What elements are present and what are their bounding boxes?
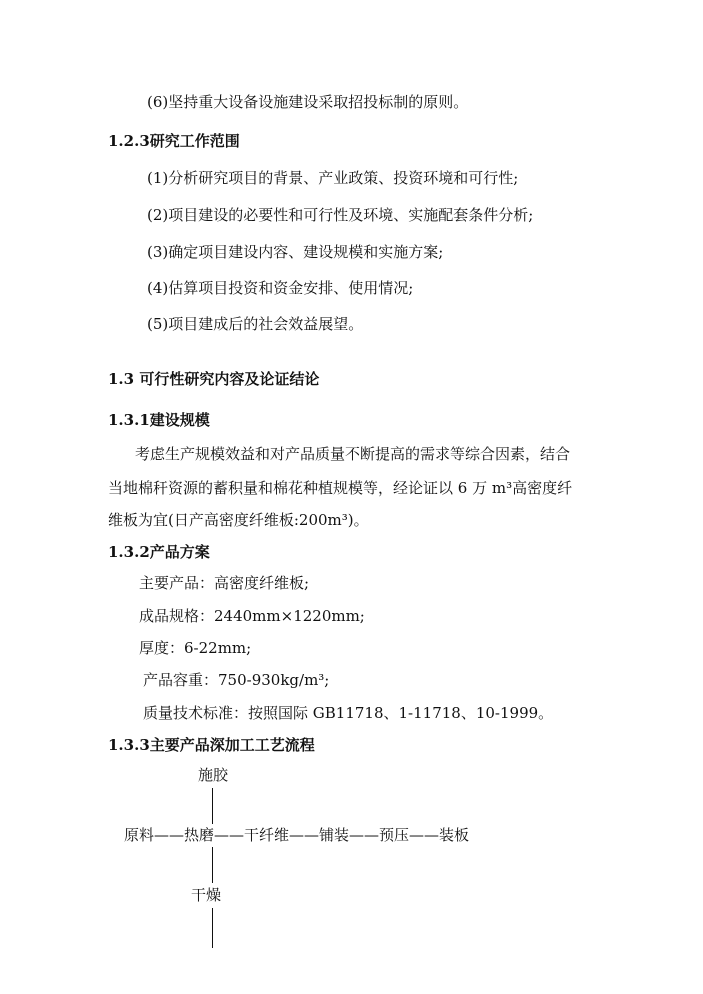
principle-item-6: (6)坚持重大设备设施建设采取招投标制的原则。: [147, 93, 469, 111]
scope-item-3: (3)确定项目建设内容、建设规模和实施方案;: [147, 243, 444, 261]
section-heading-1-3-2: 1.3.2产品方案: [108, 543, 210, 561]
paragraph-line-2: 当地棉秆资源的蓄积量和棉花种植规模等，经论证以 6 万 m³高密度纤: [108, 479, 573, 497]
scope-item-4: (4)估算项目投资和资金安排、使用情况;: [147, 279, 414, 297]
section-heading-1-3-3: 1.3.3主要产品深加工工艺流程: [108, 736, 315, 754]
flow-step-drying: 干燥: [191, 886, 222, 904]
flow-connector-bottom: [212, 908, 213, 948]
flow-main-line: 原料——热磨——干纤维——铺装——预压——装板: [124, 826, 470, 844]
paragraph-line-1: 考虑生产规模效益和对产品质量不断提高的需求等综合因素，结合: [135, 445, 571, 463]
product-standard: 质量技术标准：按照国际 GB11718、1-11718、10-1999。: [143, 704, 554, 722]
flow-step-gluing: 施胶: [198, 766, 229, 784]
paragraph-line-3: 维板为宜(日产高密度纤维板:200m³)。: [108, 511, 369, 529]
scope-item-5: (5)项目建成后的社会效益展望。: [147, 315, 364, 333]
product-density: 产品容重：750-930kg/m³;: [143, 671, 330, 689]
product-thickness: 厚度：6-22mm;: [139, 639, 252, 657]
scope-item-1: (1)分析研究项目的背景、产业政策、投资环境和可行性;: [147, 169, 519, 187]
flow-connector-middle: [212, 847, 213, 883]
product-spec: 成品规格：2440mm×1220mm;: [139, 607, 365, 625]
section-heading-1-3-1: 1.3.1建设规模: [108, 411, 210, 429]
scope-item-2: (2)项目建设的必要性和可行性及环境、实施配套条件分析;: [147, 206, 534, 224]
product-main: 主要产品：高密度纤维板;: [139, 574, 310, 592]
section-heading-1-2-3: 1.2.3研究工作范围: [108, 132, 240, 150]
section-heading-1-3: 1.3 可行性研究内容及论证结论: [108, 370, 320, 388]
flow-connector-top: [212, 788, 213, 824]
